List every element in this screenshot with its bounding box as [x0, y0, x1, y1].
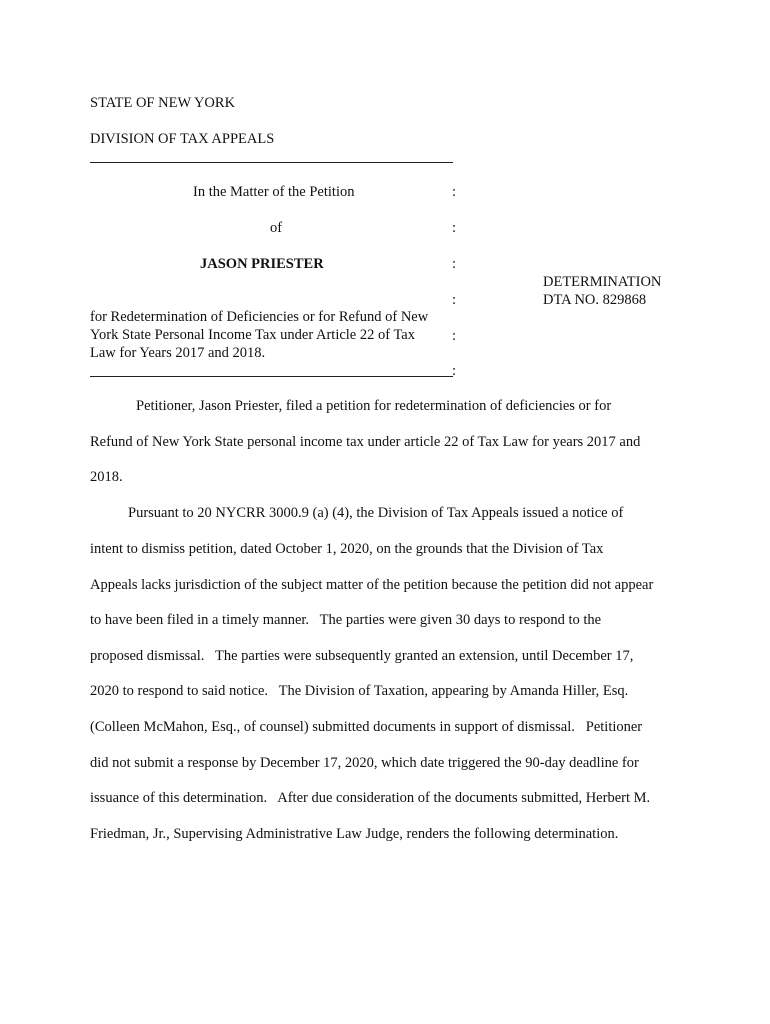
caption-colon-5: : [452, 328, 457, 344]
para2-line-8: did not submit a response by December 17, 2020, which date triggered the 90-day deadline for [90, 755, 639, 771]
caption-colon-2: : [452, 220, 457, 236]
caption-colon-6: : [452, 363, 457, 379]
caption-top-rule [90, 162, 453, 163]
para1-line-1: Petitioner, Jason Priester, filed a petition for redetermination of deficiencies or for [136, 398, 612, 414]
para2-line-3: Appeals lacks jurisdiction of the subject matter of the petition because the petition did not appear [90, 577, 654, 593]
state-heading: STATE OF NEW YORK [90, 95, 236, 111]
para2-line-6: 2020 to respond to said notice. The Division of Taxation, appearing by Amanda Hiller, Esq. [90, 683, 629, 699]
petitioner-name: JASON PRIESTER [200, 256, 324, 272]
caption-colon-3: : [452, 256, 457, 272]
para1-line-3: 2018. [90, 469, 123, 485]
caption-colon-4: : [452, 292, 457, 308]
caption-bottom-rule [90, 376, 453, 377]
of-line: of [270, 220, 283, 236]
division-heading: DIVISION OF TAX APPEALS [90, 131, 275, 147]
para2-line-5: proposed dismissal. The parties were subsequently granted an extension, until December 17, [90, 648, 634, 664]
purpose-line-2: York State Personal Income Tax under Article 22 of Tax [90, 327, 415, 343]
para1-line-2: Refund of New York State personal income tax under article 22 of Tax Law for years 2017 and [90, 434, 641, 450]
para2-line-4: to have been filed in a timely manner. The parties were given 30 days to respond to the [90, 612, 602, 628]
purpose-line-3: Law for Years 2017 and 2018. [90, 345, 266, 361]
matter-line: In the Matter of the Petition [193, 184, 355, 200]
para2-line-7: (Colleen McMahon, Esq., of counsel) submitted documents in support of dismissal. Petitioner [90, 719, 643, 735]
dta-number: DTA NO. 829868 [543, 292, 647, 308]
para2-line-2: intent to dismiss petition, dated October 1, 2020, on the grounds that the Division of Tax [90, 541, 604, 557]
para2-line-1: Pursuant to 20 NYCRR 3000.9 (a) (4), the Division of Tax Appeals issued a notice of [128, 505, 624, 521]
para2-line-9: issuance of this determination. After due consideration of the documents submitted, Herbert M. [90, 790, 651, 806]
caption-colon-1: : [452, 184, 457, 200]
determination-title: DETERMINATION [543, 274, 662, 290]
para2-line-10: Friedman, Jr., Supervising Administrative Law Judge, renders the following determination. [90, 826, 619, 842]
purpose-line-1: for Redetermination of Deficiencies or for Refund of New [90, 309, 429, 325]
